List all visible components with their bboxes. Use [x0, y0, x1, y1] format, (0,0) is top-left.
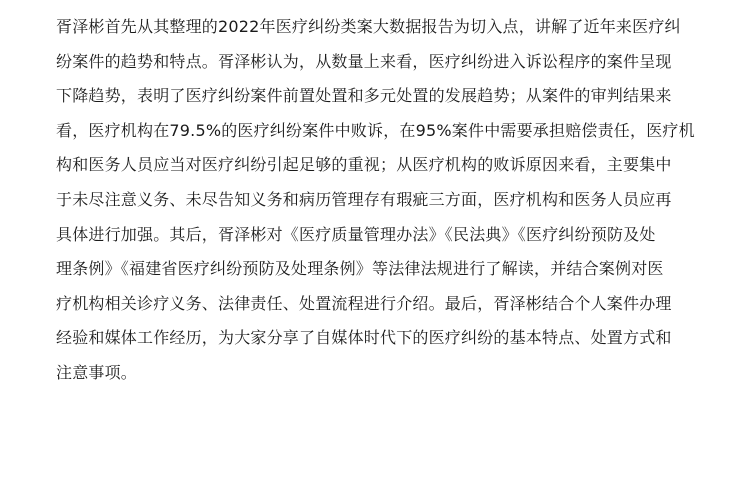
paragraph-line: 看，医疗机构在79.5%的医疗纠纷案件中败诉，在95%案件中需要承担赔偿责任，医疗机	[56, 120, 695, 140]
paragraph-line: 疗机构相关诊疗义务、法律责任、处置流程进行介绍。最后，胥泽彬结合个人案件办理	[56, 293, 672, 313]
paragraph-line: 注意事项。	[56, 362, 138, 382]
paragraph-line: 于未尽注意义务、未尽告知义务和病历管理存有瑕疵三方面，医疗机构和医务人员应再	[56, 189, 672, 209]
paragraph-line: 构和医务人员应当对医疗纠纷引起足够的重视；从医疗机构的败诉原因来看，主要集中	[56, 155, 672, 175]
paragraph-line: 理条例》《福建省医疗纠纷预防及处理条例》等法律法规进行了解读，并结合案例对医	[56, 259, 664, 279]
article-paragraph	[56, 10, 736, 391]
paragraph-line: 下降趋势，表明了医疗纠纷案件前置处置和多元处置的发展趋势；从案件的审判结果来	[56, 86, 672, 106]
paragraph-line: 纷案件的趋势和特点。胥泽彬认为，从数量上来看，医疗纠纷进入诉讼程序的案件呈现	[56, 51, 672, 71]
paragraph-line: 具体进行加强。其后，胥泽彬对《医疗质量管理办法》《民法典》《医疗纠纷预防及处	[56, 224, 656, 244]
paragraph-line: 胥泽彬首先从其整理的2022年医疗纠纷类案大数据报告为切入点，讲解了近年来医疗纠	[56, 17, 681, 36]
paragraph-line: 经验和媒体工作经历，为大家分享了自媒体时代下的医疗纠纷的基本特点、处置方式和	[56, 328, 672, 348]
